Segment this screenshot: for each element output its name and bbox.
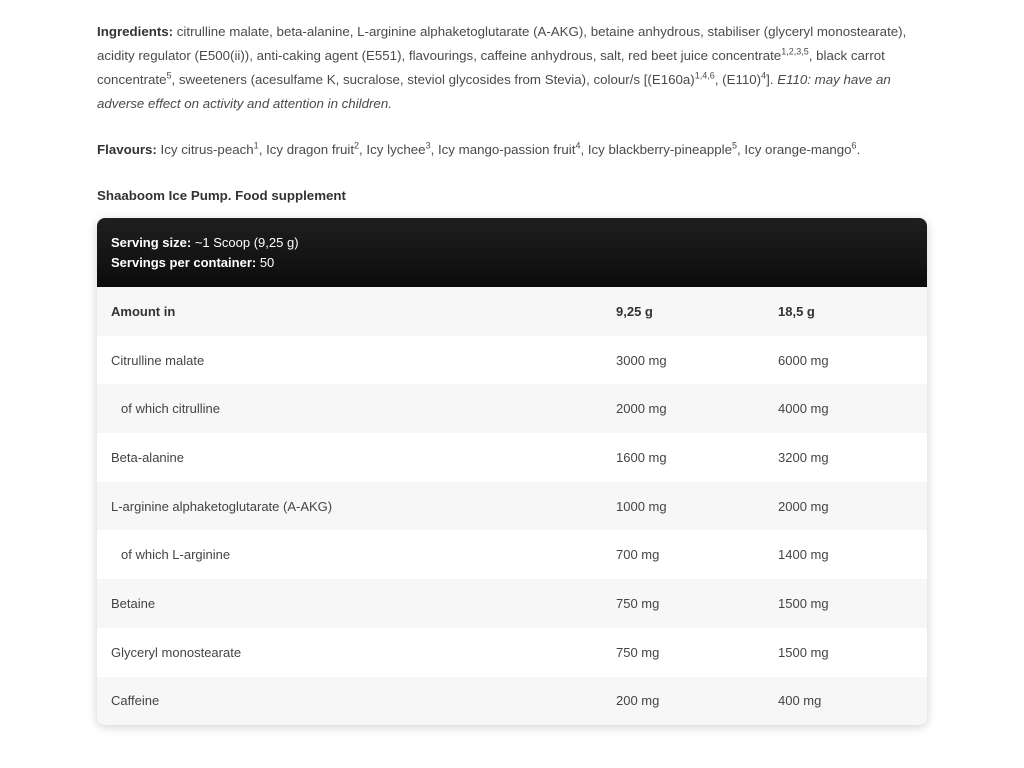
flavour-item: , Icy lychee bbox=[359, 142, 426, 157]
ingredients-text: ]. bbox=[766, 72, 778, 87]
table-row bbox=[97, 384, 927, 433]
amount-double-dose: 4000 mg bbox=[778, 401, 829, 417]
nutrient-name: Glyceryl monostearate bbox=[111, 644, 242, 660]
table-row bbox=[97, 482, 927, 531]
servings-per-container-label: Servings per container: bbox=[111, 255, 257, 270]
amount-single-dose: 750 mg bbox=[616, 644, 660, 660]
nutrient-name: Beta-alanine bbox=[111, 449, 184, 465]
flavour-item: , Icy orange-mango bbox=[736, 142, 852, 157]
amount-single-dose: 200 mg bbox=[616, 693, 660, 709]
flavour-item: , Icy blackberry-pineapple bbox=[580, 142, 732, 157]
footnote-marker: 6 bbox=[851, 140, 857, 151]
amount-double-dose: 1500 mg bbox=[778, 595, 829, 611]
footnote-marker: 5 bbox=[166, 70, 172, 81]
flavours-end: . bbox=[856, 142, 861, 157]
amount-single-dose: 2000 mg bbox=[616, 401, 667, 417]
table-row bbox=[97, 579, 927, 628]
table-header-row bbox=[97, 287, 927, 336]
amount-double-dose: 400 mg bbox=[778, 693, 822, 709]
serving-info-header bbox=[97, 218, 927, 287]
nutrient-name: Betaine bbox=[111, 595, 156, 611]
product-info bbox=[97, 20, 927, 725]
flavour-item: , Icy dragon fruit bbox=[258, 142, 355, 157]
flavours-label: Flavours: bbox=[97, 142, 157, 157]
footnote-marker: 1,2,3,5 bbox=[781, 46, 809, 57]
nutrient-name: Citrulline malate bbox=[111, 352, 205, 368]
nutrition-table bbox=[97, 218, 927, 725]
serving-size-value: ~1 Scoop (9,25 g) bbox=[191, 235, 299, 250]
servings-per-container-line bbox=[111, 253, 913, 273]
nutrient-name: of which citrulline bbox=[121, 401, 220, 417]
nutrient-name: L-arginine alphaketoglutarate (A-AKG) bbox=[111, 498, 333, 514]
amount-single-dose: 3000 mg bbox=[616, 352, 667, 368]
column-header-single-dose: 9,25 g bbox=[616, 303, 653, 319]
serving-size-line bbox=[111, 233, 913, 253]
flavours-paragraph bbox=[97, 138, 927, 162]
flavour-item: Icy citrus-peach bbox=[156, 142, 254, 157]
ingredients-warning: E110: may have an adverse effect on activity and attention in children. bbox=[97, 72, 891, 111]
ingredients-paragraph bbox=[97, 20, 927, 116]
footnote-marker: 4 bbox=[575, 140, 581, 151]
table-row bbox=[97, 628, 927, 677]
table-row bbox=[97, 336, 927, 385]
amount-double-dose: 3200 mg bbox=[778, 449, 829, 465]
amount-single-dose: 1000 mg bbox=[616, 498, 667, 514]
amount-double-dose: 1500 mg bbox=[778, 644, 829, 660]
amount-single-dose: 1600 mg bbox=[616, 449, 667, 465]
flavour-item: , Icy mango-passion fruit bbox=[430, 142, 576, 157]
nutrient-name: Caffeine bbox=[111, 693, 160, 709]
ingredients-label: Ingredients: bbox=[97, 24, 174, 39]
footnote-marker: 3 bbox=[425, 140, 431, 151]
footnote-marker: 2 bbox=[354, 140, 360, 151]
table-body bbox=[97, 287, 927, 725]
serving-size-label: Serving size: bbox=[111, 235, 192, 250]
nutrient-name: of which L-arginine bbox=[121, 547, 231, 563]
footnote-marker: 1 bbox=[253, 140, 259, 151]
table-row bbox=[97, 677, 927, 726]
table-row bbox=[97, 433, 927, 482]
column-header-double-dose: 18,5 g bbox=[778, 303, 815, 319]
column-header-amount: Amount in bbox=[111, 303, 176, 319]
ingredients-text: , (E110) bbox=[714, 72, 762, 87]
amount-double-dose: 6000 mg bbox=[778, 352, 829, 368]
footnote-marker: 5 bbox=[731, 140, 737, 151]
servings-per-container-value: 50 bbox=[256, 255, 275, 270]
ingredients-text: citrulline malate, beta-alanine, L-arginine alphaketoglutarate (A-AKG), betaine anhydrous, stabiliser (glyceryl monostearate), acidity regulator (E500(ii)), anti-caking agent (E551), flavourings, caffeine anhydrous, salt, red beet juice concentrate bbox=[97, 24, 907, 63]
amount-double-dose: 2000 mg bbox=[778, 498, 829, 514]
amount-single-dose: 750 mg bbox=[616, 595, 660, 611]
ingredients-text: , sweeteners (acesulfame K, sucralose, steviol glycosides from Stevia), colour/s [(E160a) bbox=[171, 72, 695, 87]
footnote-marker: 1,4,6 bbox=[694, 70, 715, 81]
product-title: Shaaboom Ice Pump. Food supplement bbox=[97, 188, 346, 203]
footnote-marker: 4 bbox=[761, 70, 767, 81]
amount-double-dose: 1400 mg bbox=[778, 547, 829, 563]
table-row bbox=[97, 530, 927, 579]
ingredients-text: , black carrot concentrate bbox=[97, 48, 885, 87]
amount-single-dose: 700 mg bbox=[616, 547, 660, 563]
